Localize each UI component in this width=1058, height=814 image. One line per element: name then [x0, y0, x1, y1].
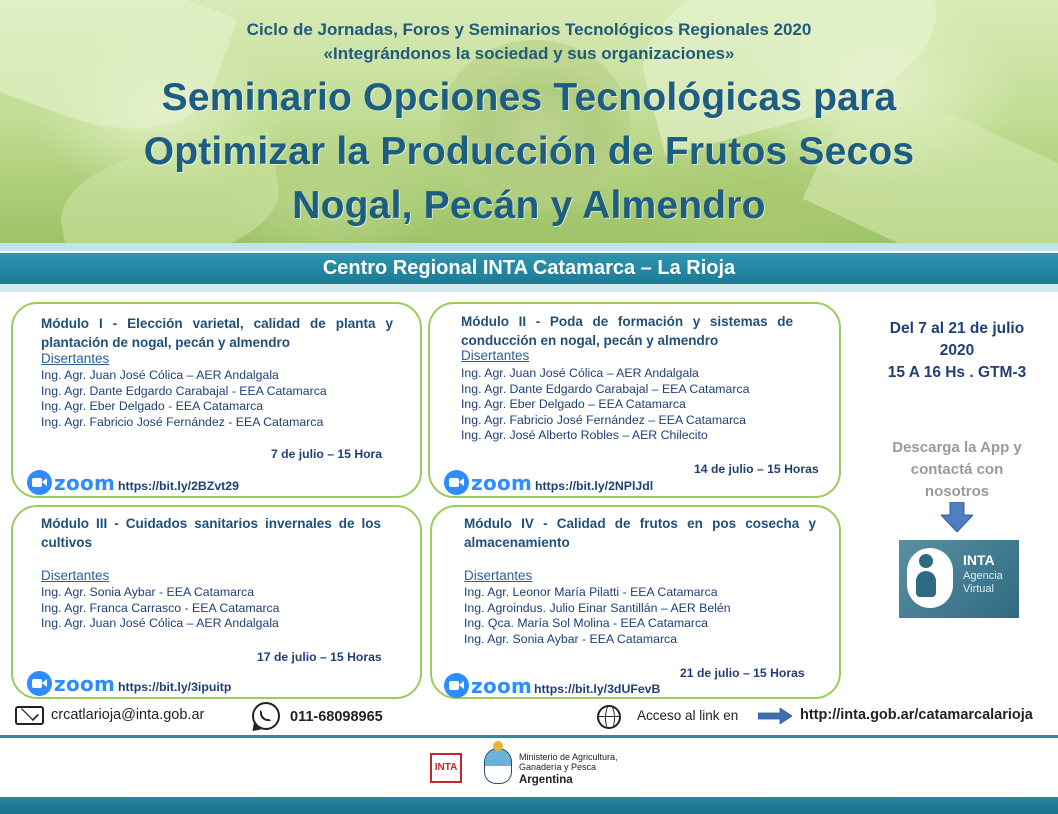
download-app-text [862, 437, 1052, 503]
speaker-item: Ing. Agr. Juan José Cólica – AER Andalgala [41, 616, 279, 631]
zoom-logo[interactable] [27, 470, 115, 495]
module-card-1 [11, 302, 422, 498]
download-line1: Descarga la App y [892, 439, 1022, 456]
website-link[interactable]: http://inta.gob.ar/catamarcalarioja [800, 707, 1033, 723]
footer-divider [0, 735, 1058, 738]
zoom-link[interactable]: https://bit.ly/3dUFevB [534, 682, 661, 696]
module-card-2 [428, 302, 841, 498]
speaker-item: Ing. Agr. Eber Delgado – EEA Catamarca [461, 397, 686, 412]
speakers-list [461, 366, 749, 444]
contact-email[interactable]: crcatlarioja@inta.gob.ar [51, 707, 205, 723]
speakers-list [41, 585, 280, 632]
inta-logo-text: INTA [434, 762, 458, 773]
zoom-wordmark: zoom [54, 671, 116, 696]
speaker-item: Ing. Agr. Dante Edgardo Carabajal - EEA Catamarca [41, 383, 327, 398]
module-title: Módulo III - Cuidados sanitarios invernales de los cultivos [41, 516, 381, 550]
hero-banner [0, 0, 1058, 243]
cycle-title: Ciclo de Jornadas, Foros y Seminarios Tecnológicos Regionales 2020 [246, 20, 812, 39]
ministry-name [519, 752, 618, 772]
module-title: Módulo II - Poda de formación y sistemas de conducción en nogal, pecán y almendro [461, 314, 793, 348]
seminar-title-line2: Optimizar la Producción de Frutos Secos [143, 130, 915, 173]
speaker-item: Ing. Agr. Sonia Aybar - EEA Catamarca [464, 631, 678, 646]
schedule-line3: 15 A 16 Hs . GTM-3 [887, 364, 1027, 381]
speakers-heading: Disertantes [41, 568, 110, 583]
zoom-wordmark: zoom [54, 470, 116, 495]
country-name: Argentina [519, 774, 573, 786]
module-card-3 [11, 505, 422, 699]
module-date: 7 de julio – 15 Hora [271, 447, 383, 461]
speaker-item: Ing. Agr. Juan José Cólica – AER Andalgala [461, 366, 699, 380]
module-date: 21 de julio – 15 Horas [680, 666, 805, 680]
zoom-link[interactable]: https://bit.ly/2BZvt29 [118, 479, 239, 493]
whatsapp-icon [252, 702, 280, 730]
whatsapp-phone-glyph [260, 710, 271, 721]
seminar-title-line3: Nogal, Pecán y Almendro [292, 184, 766, 227]
speakers-heading: Disertantes [41, 351, 110, 366]
speaker-item: Ing. Agroindus. Julio Einar Santillán – AER Belén [464, 600, 731, 615]
divider-stripe [0, 284, 1058, 292]
speaker-item: Ing. Agr. José Alberto Robles – AER Chilecito [461, 428, 708, 443]
zoom-logo[interactable] [444, 470, 532, 495]
speaker-item: Ing. Agr. Sonia Aybar - EEA Catamarca [41, 585, 255, 599]
module-title: Módulo I - Elección varietal, calidad de planta y plantación de nogal, pecán y almendro [41, 316, 393, 350]
zoom-link[interactable]: https://bit.ly/3ipuitp [118, 680, 232, 694]
app-card-sub2: Virtual [963, 583, 994, 595]
speaker-item: Ing. Agr. Dante Edgardo Carabajal – EEA Catamarca [461, 381, 750, 396]
down-arrow-icon [941, 502, 973, 532]
speaker-item: Ing. Agr. Leonor María Pilatti - EEA Catamarca [464, 585, 718, 599]
ministry-line2: Ganadería y Pesca [519, 762, 597, 772]
module-date: 17 de julio – 15 Horas [257, 650, 382, 664]
zoom-camera-icon [27, 671, 52, 696]
bottom-bar [0, 797, 1058, 814]
app-card-sub1: Agencia [963, 570, 1003, 582]
access-label: Acceso al link en [637, 708, 739, 723]
app-card-title: INTA [963, 552, 995, 568]
download-line2: contactá con [910, 461, 1004, 478]
schedule-line1: Del 7 al 21 de julio [889, 320, 1025, 337]
cycle-subtitle: «Integrándonos la sociedad y sus organizaciones» [323, 44, 735, 63]
schedule-line2: 2020 [939, 342, 975, 359]
seminar-title-line1: Seminario Opciones Tecnológicas para [161, 76, 897, 119]
speaker-item: Ing. Agr. Fabricio José Fernández - EEA Catamarca [41, 414, 324, 429]
zoom-link[interactable]: https://bit.ly/2NPlJdl [535, 479, 654, 493]
zoom-camera-icon [444, 673, 469, 698]
zoom-wordmark: zoom [471, 673, 533, 698]
app-logo-head [919, 554, 933, 568]
zoom-camera-icon [444, 470, 469, 495]
mail-icon [15, 706, 44, 725]
speakers-list [464, 585, 731, 647]
speakers-heading: Disertantes [461, 348, 530, 363]
speakers-list [41, 368, 327, 430]
speaker-item: Ing. Agr. Franca Carrasco - EEA Catamarca [41, 600, 280, 615]
argentina-seal-icon [484, 748, 512, 784]
ministry-line1: Ministerio de Agricultura, [519, 752, 618, 762]
seal-sun [493, 741, 503, 751]
zoom-wordmark: zoom [471, 470, 533, 495]
speaker-item: Ing. Qca. María Sol Molina - EEA Catamarca [464, 616, 708, 631]
download-line3: nosotros [924, 483, 990, 500]
right-arrow-icon [758, 708, 792, 724]
speakers-heading: Disertantes [464, 568, 533, 583]
module-title: Módulo IV - Calidad de frutos en pos cosecha y almacenamiento [464, 516, 816, 550]
inta-virtual-app-card[interactable] [899, 540, 1019, 618]
module-card-4 [430, 505, 841, 699]
divider-stripe [0, 243, 1058, 251]
speaker-item: Ing. Agr. Eber Delgado - EEA Catamarca [41, 399, 264, 414]
zoom-logo[interactable] [444, 673, 532, 698]
zoom-camera-icon [27, 470, 52, 495]
speaker-item: Ing. Agr. Juan José Cólica – AER Andalgala [41, 368, 279, 382]
module-date: 14 de julio – 15 Horas [694, 462, 819, 476]
zoom-logo[interactable] [27, 671, 115, 696]
inta-logo [430, 753, 462, 783]
region-bar: Centro Regional INTA Catamarca – La Rioja [0, 253, 1058, 284]
speaker-item: Ing. Agr. Fabricio José Fernández – EEA Catamarca [461, 412, 747, 427]
app-logo-body [916, 571, 936, 597]
globe-icon [597, 705, 621, 729]
app-card-subtitle [963, 570, 1003, 596]
contact-phone[interactable]: 011-68098965 [290, 709, 383, 725]
